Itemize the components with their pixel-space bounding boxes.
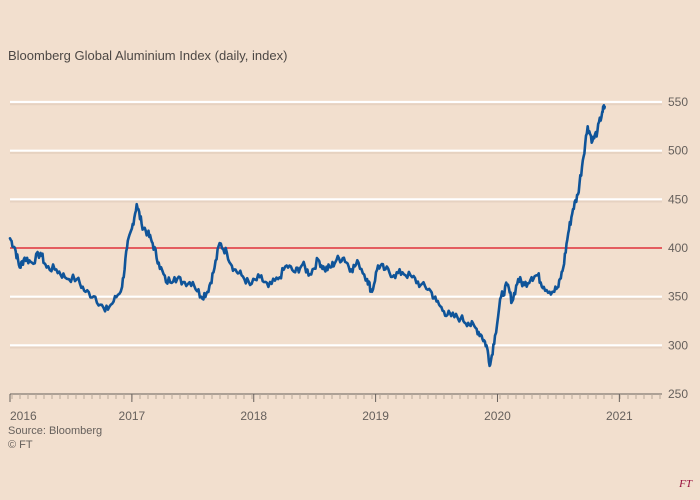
y-tick-label-300: 300 xyxy=(668,338,689,353)
x-tick-label-2017: 2017 xyxy=(118,409,146,423)
x-axis xyxy=(10,394,662,423)
x-tick-label-2019: 2019 xyxy=(362,409,389,423)
y-axis-labels xyxy=(668,95,688,401)
y-tick-label-450: 450 xyxy=(668,192,689,207)
footer-copyright: © FT xyxy=(8,439,33,451)
series-line-aluminium xyxy=(10,105,605,366)
x-tick-label-2020: 2020 xyxy=(484,409,511,423)
y-tick-label-250: 250 xyxy=(668,387,689,401)
x-tick-label-2018: 2018 xyxy=(240,409,268,423)
footer xyxy=(8,424,102,452)
y-tick-label-500: 500 xyxy=(668,143,689,158)
x-tick-label-2016: 2016 xyxy=(10,409,37,423)
x-tick-label-2021: 2021 xyxy=(605,409,633,423)
series-lines xyxy=(10,105,605,366)
chart-subtitle: Bloomberg Global Aluminium Index (daily, index) xyxy=(8,48,288,63)
y-tick-label-550: 550 xyxy=(668,95,689,109)
footer-source: Source: Bloomberg xyxy=(8,425,103,437)
y-tick-label-400: 400 xyxy=(668,241,689,255)
ft-logo: FT xyxy=(679,478,692,490)
y-tick-label-350: 350 xyxy=(668,289,689,304)
